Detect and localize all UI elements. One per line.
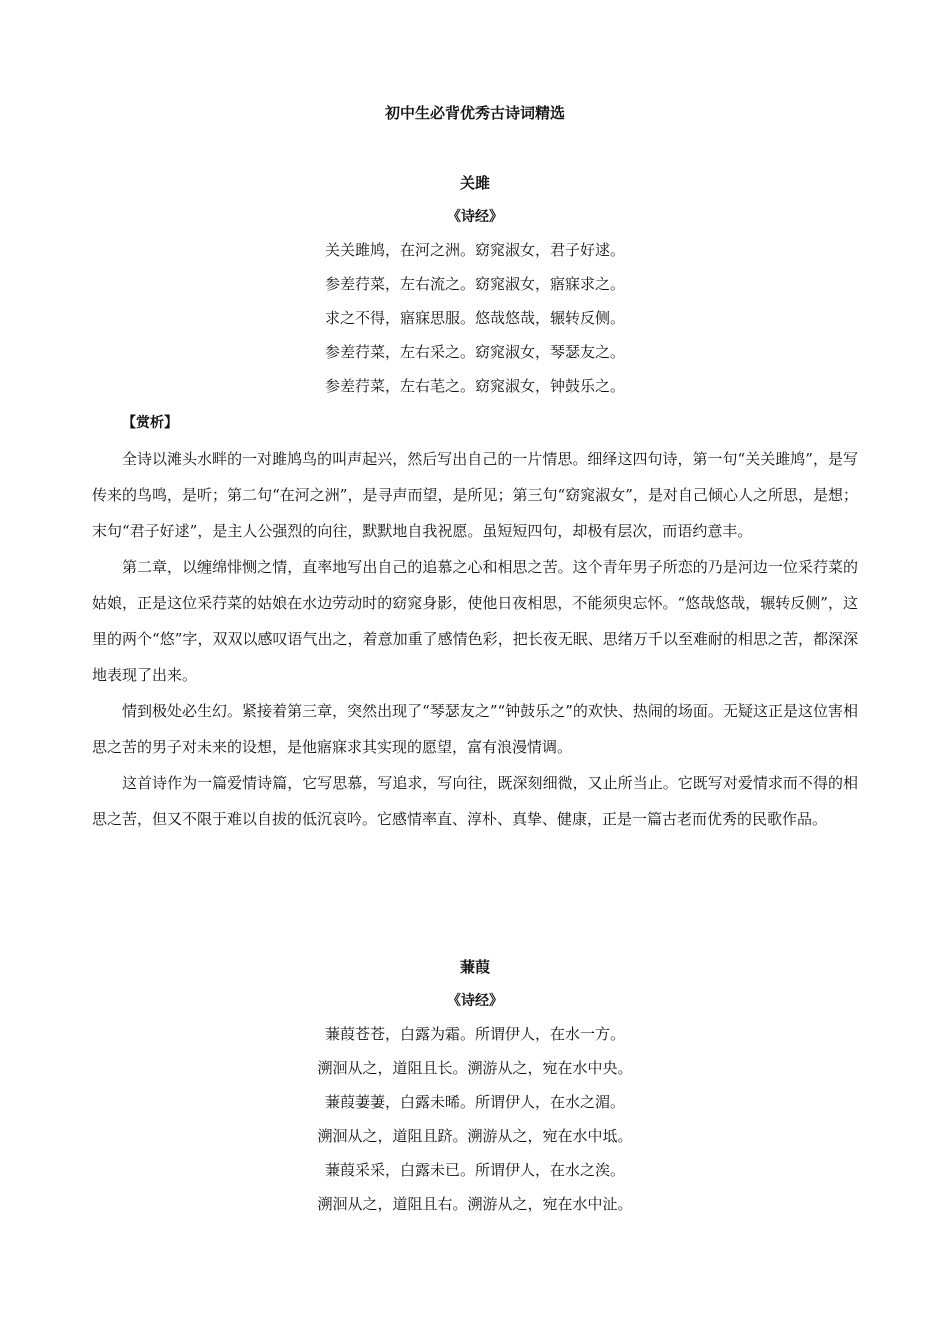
analysis-heading: 【赏析】 <box>122 415 178 431</box>
poem-title: 关雎 <box>459 174 490 192</box>
verse-line: 溯洄从之，道阻且跻。溯游从之，宛在水中坻。 <box>317 1127 633 1145</box>
verse-line: 求之不得，寤寐思服。悠哉悠哉，辗转反侧。 <box>324 309 625 327</box>
analysis-paragraph: 情到极处必生幻。紧接着第三章，突然出现了“琴瑟友之”“钟鼓乐之”的欢快、热闹的场面。无疑这正是这位害相思之苦的男子对未来的设想，是他寤寐求其实现的愿望，富有浪漫情调。 <box>92 702 858 756</box>
verse-line: 溯洄从之，道阻且长。溯游从之，宛在水中央。 <box>317 1059 633 1077</box>
poem-source: 《诗经》 <box>447 993 503 1009</box>
verse-line: 蒹葭苍苍，白露为霜。所谓伊人，在水一方。 <box>324 1025 625 1043</box>
verse-line: 蒹葭萋萋，白露未晞。所谓伊人，在水之湄。 <box>324 1093 625 1111</box>
analysis-paragraph: 这首诗作为一篇爱情诗篇，它写思慕，写追求，写向往，既深刻细微，又止所当止。它既写对爱情求而不得的相思之苦，但又不限于难以自拔的低沉哀吟。它感情率直、淳朴、真挚、健康，正是一篇古老而优秀的民歌作品。 <box>92 774 858 828</box>
analysis-paragraph: 第二章，以缠绵悱恻之情，直率地写出自己的追慕之心和相思之苦。这个青年男子所恋的乃是河边一位采荇菜的姑娘，正是这位采荇菜的姑娘在水边劳动时的窈窕身影，使他日夜相思，不能须臾忘怀。“悠哉悠哉，辗转反侧”，这里的两个“悠”字，双双以感叹语气出之，着意加重了感情色彩，把长夜无眠、思绪万千以至难耐的相思之苦，都深深地表现了出来。 <box>92 558 858 684</box>
verse-line: 蒹葭采采，白露未已。所谓伊人，在水之涘。 <box>324 1161 625 1179</box>
verse-line: 溯洄从之，道阻且右。溯游从之，宛在水中沚。 <box>317 1195 633 1213</box>
verse-line: 参差荇菜，左右流之。窈窕淑女，寤寐求之。 <box>324 275 625 293</box>
analysis-paragraph: 全诗以滩头水畔的一对雎鸠鸟的叫声起兴，然后写出自己的一片情思。细绎这四句诗，第一句“关关雎鸠”，是写传来的鸟鸣，是听；第二句“在河之洲”，是寻声而望，是所见；第三句“窈窕淑女”，是对自己倾心人之所思，是想；末句“君子好逑”，是主人公强烈的向往，默默地自我祝愿。虽短短四句，却极有层次，而语约意丰。 <box>92 450 858 540</box>
poem-title: 蒹葭 <box>459 958 490 976</box>
poem-verses <box>0 1017 950 1221</box>
poem-verses <box>0 233 950 403</box>
poem-source: 《诗经》 <box>447 209 503 225</box>
verse-line: 参差荇菜，左右芼之。窈窕淑女，钟鼓乐之。 <box>324 377 625 395</box>
verse-line: 参差荇菜，左右采之。窈窕淑女，琴瑟友之。 <box>324 343 625 361</box>
analysis-body <box>92 441 858 837</box>
document-title: 初中生必背优秀古诗词精选 <box>384 104 565 122</box>
verse-line: 关关雎鸠，在河之洲。窈窕淑女，君子好逑。 <box>324 241 625 259</box>
